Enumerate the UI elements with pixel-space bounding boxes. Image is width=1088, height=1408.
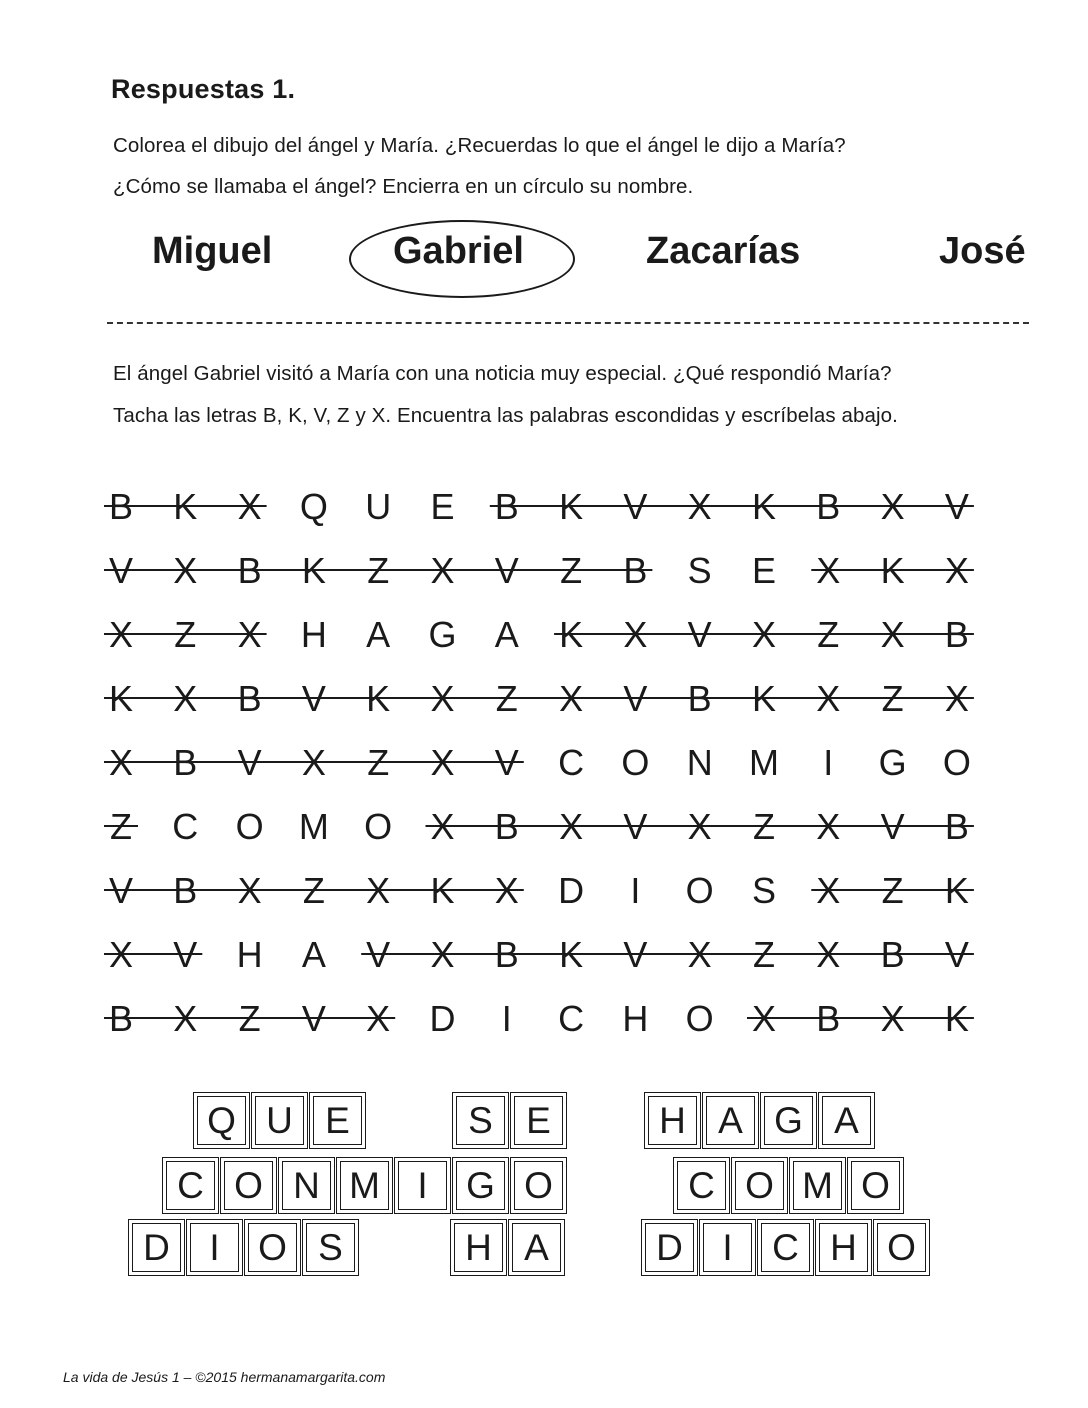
grid-letter: X [430, 934, 455, 975]
grid-letter: Z [560, 550, 583, 591]
grid-letter: K [430, 870, 455, 911]
grid-letter: B [494, 486, 519, 527]
answer-letter-box[interactable]: O [877, 1223, 926, 1272]
grid-letter: X [430, 550, 455, 591]
grid-letter: I [630, 870, 641, 911]
grid-letter: O [685, 998, 714, 1039]
grid-letter: K [751, 486, 776, 527]
answer-letter-box[interactable]: E [514, 1096, 563, 1145]
grid-letter: X [880, 614, 905, 655]
grid-letter: C [558, 998, 585, 1039]
answer-letter-box[interactable]: M [340, 1161, 389, 1210]
grid-letter: O [621, 742, 650, 783]
grid-letter: O [235, 806, 264, 847]
grid-letter: V [494, 550, 519, 591]
answer-letter-box[interactable]: N [282, 1161, 331, 1210]
grid-letter: V [301, 678, 326, 719]
grid-letter: K [301, 550, 326, 591]
grid-letter: A [366, 614, 391, 655]
grid-letter: B [108, 486, 133, 527]
grid-letter: M [749, 742, 779, 783]
grid-letter: Z [174, 614, 197, 655]
grid-letter: B [687, 678, 712, 719]
name-option-miguel[interactable]: Miguel [152, 230, 273, 272]
grid-letter: B [237, 550, 262, 591]
grid-letter: X [816, 550, 841, 591]
grid-letter: X [559, 678, 584, 719]
grid-letter: X [880, 486, 905, 527]
grid-letter: K [559, 934, 584, 975]
answer-letter-box[interactable]: I [398, 1161, 447, 1210]
grid-letter: Z [817, 614, 840, 655]
grid-letter: X [301, 742, 326, 783]
grid-letter: B [816, 998, 841, 1039]
grid-letter: V [623, 806, 648, 847]
grid-letter: X [816, 870, 841, 911]
grid-letter: G [878, 742, 907, 783]
grid-letter: B [880, 934, 905, 975]
answer-letter-box[interactable]: O [248, 1223, 297, 1272]
grid-letter: I [823, 742, 834, 783]
grid-letter: K [751, 678, 776, 719]
grid-letter: Z [753, 806, 775, 847]
grid-letter: V [944, 934, 969, 975]
grid-letter: M [298, 806, 329, 847]
grid-letter: V [108, 870, 133, 911]
grid-letter: K [944, 998, 969, 1039]
grid-letter: X [366, 998, 391, 1039]
grid-letter: X [623, 614, 648, 655]
name-option-gabriel[interactable]: Gabriel [393, 230, 524, 272]
grid-letter: O [685, 870, 714, 911]
grid-letter: U [365, 486, 392, 527]
grid-letter: Z [367, 742, 390, 783]
grid-letter: E [751, 550, 776, 591]
answer-letter-box[interactable]: S [306, 1223, 355, 1272]
answer-letter-box[interactable]: C [166, 1161, 215, 1210]
grid-letter: I [501, 998, 512, 1039]
grid-letter: V [623, 934, 648, 975]
instruction-line-1: Colorea el dibujo del ángel y María. ¿Recuerdas lo que el ángel le dijo a María? [113, 134, 846, 157]
grid-letter: K [944, 870, 969, 911]
grid-letter: Z [881, 678, 904, 719]
grid-letter: X [237, 870, 262, 911]
grid-letter: X [366, 870, 391, 911]
grid-letter: D [558, 870, 585, 911]
grid-letter: K [559, 486, 584, 527]
answer-letter-box[interactable]: U [255, 1096, 304, 1145]
grid-letter: X [816, 806, 841, 847]
grid-letter: X [108, 614, 133, 655]
grid-letter: X [559, 806, 584, 847]
grid-letter: K [559, 614, 584, 655]
grid-letter: X [237, 614, 262, 655]
grid-letter: B [494, 934, 519, 975]
grid-letter: X [430, 742, 455, 783]
grid-letter: V [687, 614, 712, 655]
grid-letter: E [430, 486, 455, 527]
answer-letter-box[interactable]: S [456, 1096, 505, 1145]
grid-letter: A [494, 614, 519, 655]
grid-letter: O [942, 742, 971, 783]
grid-letter: X [687, 934, 712, 975]
grid-letter: K [108, 678, 133, 719]
grid-letter: X [944, 678, 969, 719]
answer-letter-box[interactable]: I [703, 1223, 752, 1272]
grid-letter: X [880, 998, 905, 1039]
grid-letter: X [108, 934, 133, 975]
grid-letter: Q [299, 486, 328, 527]
grid-letter: Z [495, 678, 518, 719]
answer-letter-box[interactable]: M [793, 1161, 842, 1210]
page-title: Respuestas 1. [111, 74, 296, 104]
answer-letter-box[interactable]: D [132, 1223, 181, 1272]
grid-letter: V [623, 486, 648, 527]
grid-letter: K [173, 486, 198, 527]
grid-letter: A [301, 934, 326, 975]
grid-letter: X [108, 742, 133, 783]
footer-credit: La vida de Jesús 1 – ©2015 hermanamargarita.com [63, 1369, 386, 1385]
grid-letter: O [364, 806, 393, 847]
name-option-zacarias[interactable]: Zacarías [646, 230, 801, 272]
letter-grid [0, 480, 1088, 1060]
grid-letter: K [880, 550, 905, 591]
grid-letter: X [944, 550, 969, 591]
answer-letter-box[interactable]: H [454, 1223, 503, 1272]
answer-letter-box[interactable]: G [456, 1161, 505, 1210]
grid-letter: B [816, 486, 841, 527]
answer-letter-box[interactable]: A [512, 1223, 561, 1272]
answer-letter-box[interactable]: H [648, 1096, 697, 1145]
grid-letter: X [173, 998, 198, 1039]
grid-letter: V [173, 934, 198, 975]
answer-letter-box[interactable]: Q [197, 1096, 246, 1145]
grid-letter: X [687, 486, 712, 527]
grid-letter: X [173, 678, 198, 719]
grid-letter: V [494, 742, 519, 783]
grid-letter: V [366, 934, 391, 975]
answer-letter-box[interactable]: C [761, 1223, 810, 1272]
grid-letter: H [236, 934, 263, 975]
grid-letter: B [944, 806, 969, 847]
answer-letter-box[interactable]: O [514, 1161, 563, 1210]
grid-letter: S [751, 870, 776, 911]
grid-letter: X [816, 678, 841, 719]
grid-letter: B [494, 806, 519, 847]
answer-letter-box[interactable]: A [706, 1096, 755, 1145]
grid-letter: B [108, 998, 133, 1039]
grid-letter: V [237, 742, 262, 783]
grid-letter: X [237, 486, 262, 527]
grid-letter: B [173, 742, 198, 783]
grid-letter: X [430, 678, 455, 719]
grid-letter: V [301, 998, 326, 1039]
grid-letter: G [428, 614, 457, 655]
grid-letter: Z [881, 870, 904, 911]
grid-letter: B [173, 870, 198, 911]
instruction-line-2: ¿Cómo se llamaba el ángel? Encierra en un círculo su nombre. [113, 175, 694, 198]
instruction-line-4: Tacha las letras B, K, V, Z y X. Encuentra las palabras escondidas y escríbelas abajo. [113, 404, 898, 427]
answer-letter-box[interactable]: E [313, 1096, 362, 1145]
grid-letter: Z [302, 870, 325, 911]
grid-letter: Z [753, 934, 775, 975]
grid-letter: X [430, 806, 455, 847]
grid-letter: Z [238, 998, 261, 1039]
answer-letter-box[interactable]: O [224, 1161, 273, 1210]
grid-letter: Z [367, 550, 390, 591]
grid-letter: C [558, 742, 585, 783]
grid-letter: V [944, 486, 969, 527]
grid-letter: X [816, 934, 841, 975]
answer-letter-box[interactable]: I [190, 1223, 239, 1272]
grid-letter: V [108, 550, 133, 591]
answer-letter-box[interactable]: G [764, 1096, 813, 1145]
grid-letter: K [366, 678, 391, 719]
answer-letter-box[interactable]: A [822, 1096, 871, 1145]
grid-letter: H [300, 614, 327, 655]
grid-letter: V [623, 678, 648, 719]
grid-letter: B [944, 614, 969, 655]
grid-letter: X [173, 550, 198, 591]
grid-letter: B [623, 550, 648, 591]
instruction-line-3: El ángel Gabriel visitó a María con una noticia muy especial. ¿Qué respondió María? [113, 362, 892, 385]
answer-letter-box[interactable]: D [645, 1223, 694, 1272]
dashed-divider [107, 322, 1029, 324]
answer-letter-box[interactable]: O [735, 1161, 784, 1210]
answer-letter-box[interactable]: H [819, 1223, 868, 1272]
grid-letter: X [687, 806, 712, 847]
grid-letter: X [751, 998, 776, 1039]
grid-letter: H [622, 998, 649, 1039]
grid-letter: S [687, 550, 712, 591]
angel-name-options [0, 230, 1088, 286]
name-option-jose[interactable]: José [939, 230, 1026, 272]
grid-letter: X [751, 614, 776, 655]
grid-letter: X [494, 870, 519, 911]
grid-letter: N [686, 742, 713, 783]
grid-letter: Z [110, 806, 132, 847]
grid-letter: D [429, 998, 456, 1039]
answer-letter-box[interactable]: C [677, 1161, 726, 1210]
grid-letter: V [880, 806, 905, 847]
answer-letter-box[interactable]: O [851, 1161, 900, 1210]
grid-letter: B [237, 678, 262, 719]
grid-letter: C [172, 806, 199, 847]
